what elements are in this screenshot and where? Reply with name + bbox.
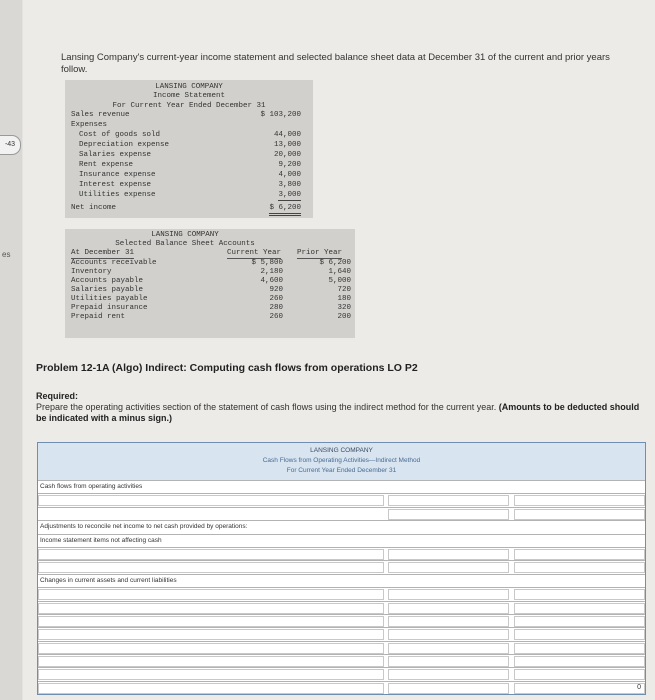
cf-account-select[interactable] — [38, 549, 384, 560]
cf-amount-input[interactable] — [388, 562, 509, 573]
required-label: Required: — [36, 391, 79, 401]
cf-account-select[interactable] — [38, 616, 384, 627]
bs-row-current: $ 5,800 — [251, 259, 283, 267]
bs-row-label: Inventory — [71, 268, 112, 276]
required-sign-note: (Amounts to be deducted should be indicated with a minus sign.) — [36, 402, 640, 423]
cf-adjust-row — [38, 520, 645, 533]
bs-row-current: 260 — [269, 313, 283, 321]
edge-label: es — [2, 250, 11, 259]
is-expense-value: 44,000 — [273, 131, 301, 139]
cf-total-input[interactable] — [514, 669, 645, 680]
cf-input-row — [38, 547, 645, 560]
is-expense-label: Depreciation expense — [79, 141, 170, 149]
is-expense-label: Rent expense — [79, 161, 134, 169]
cf-section-label: Cash flows from operating activities — [40, 483, 143, 490]
is-sales-value: $ 103,200 — [260, 111, 301, 119]
cf-account-select[interactable] — [38, 643, 384, 654]
cf-input-row — [38, 641, 645, 654]
bs-row-prior: 1,640 — [328, 268, 351, 276]
is-expense-label: Cost of goods sold — [79, 131, 161, 139]
bs-row-current: 260 — [269, 295, 283, 303]
cf-total-input[interactable] — [514, 656, 645, 667]
cf-account-select[interactable] — [38, 669, 384, 680]
cf-input-row — [38, 627, 645, 640]
cf-input-row — [38, 601, 645, 614]
is-expense-label: Interest expense — [79, 181, 152, 189]
required-text — [36, 402, 646, 424]
cf-total-input[interactable] — [514, 643, 645, 654]
cf-amount-input[interactable] — [388, 643, 509, 654]
cf-company: LANSING COMPANY — [310, 447, 373, 454]
cf-amount-input[interactable] — [388, 603, 509, 614]
is-expense-value: 3,800 — [278, 181, 301, 189]
bs-row-current: 2,180 — [260, 268, 283, 276]
cf-input-row — [38, 560, 645, 573]
cf-total-input[interactable] — [514, 683, 645, 694]
bs-row-prior: 200 — [337, 313, 351, 321]
cf-blank-row — [38, 507, 645, 520]
cf-account-select[interactable] — [38, 589, 384, 600]
cf-amount-input[interactable] — [388, 509, 509, 520]
is-expense-value: 13,000 — [273, 141, 301, 149]
bs-row-prior: 320 — [337, 304, 351, 312]
bs-row-label: Prepaid insurance — [71, 304, 148, 312]
cf-total-input[interactable] — [514, 549, 645, 560]
bs-col-prior: Prior Year — [297, 249, 343, 257]
bs-row-current: 280 — [269, 304, 283, 312]
bs-row-current: 920 — [269, 286, 283, 294]
cf-amount-input[interactable] — [388, 616, 509, 627]
cash-flow-form — [37, 442, 646, 695]
cf-input-row — [38, 614, 645, 627]
cf-amount-input[interactable] — [388, 683, 509, 694]
bs-row-prior: $ 6,200 — [319, 259, 351, 267]
cf-amount-input[interactable] — [388, 549, 509, 560]
cf-input-row — [38, 654, 645, 667]
cf-account-select[interactable] — [38, 629, 384, 640]
cf-amount-input[interactable] — [388, 495, 509, 506]
cf-total-input[interactable] — [514, 589, 645, 600]
cf-changes-row — [38, 574, 645, 587]
income-statement — [65, 80, 313, 218]
problem-page — [23, 0, 655, 700]
is-expense-label: Utilities expense — [79, 191, 156, 199]
is-expense-label: Insurance expense — [79, 171, 156, 179]
cf-noncash-row — [38, 534, 645, 547]
cf-amount-input[interactable] — [388, 629, 509, 640]
cf-input-row — [38, 587, 645, 600]
is-company: LANSING COMPANY — [155, 83, 223, 91]
cf-total-input[interactable] — [514, 495, 645, 506]
cf-total-input[interactable] — [514, 509, 645, 520]
is-expense-label: Salaries expense — [79, 151, 152, 159]
balance-sheet-accounts — [65, 229, 355, 338]
cf-account-select[interactable] — [38, 603, 384, 614]
is-expense-value: 3,000 — [278, 191, 301, 199]
cf-header — [38, 443, 645, 480]
required-instruction: Prepare the operating activities section of the statement of cash flows using the indirect method for the current year. — [36, 402, 497, 412]
is-expense-value: 4,000 — [278, 171, 301, 179]
bs-row-prior: 720 — [337, 286, 351, 294]
is-net-income-value: $ 6,200 — [269, 203, 301, 216]
is-period: For Current Year Ended December 31 — [112, 102, 266, 110]
is-sales-label: Sales revenue — [71, 111, 130, 119]
cf-noncash-label: Income statement items not affecting cash — [40, 536, 162, 544]
is-title: Income Statement — [152, 92, 225, 100]
cf-account-select[interactable] — [38, 656, 384, 667]
bs-date-label: At December 31 — [71, 249, 135, 257]
cf-total-input[interactable] — [514, 629, 645, 640]
cf-account-select[interactable] — [38, 683, 384, 694]
cf-total-input[interactable] — [514, 616, 645, 627]
cf-account-select[interactable] — [38, 562, 384, 573]
cf-adjust-label: Adjustments to reconcile net income to net cash provided by operations: — [40, 523, 248, 531]
is-expense-value: 20,000 — [273, 151, 301, 159]
bs-row-label: Utilities payable — [71, 295, 148, 303]
cf-total-input[interactable] — [514, 603, 645, 614]
cf-input-row — [38, 667, 645, 680]
cf-total-value: 0 — [637, 683, 641, 691]
bs-row-prior: 5,000 — [328, 277, 351, 285]
question-nav-badge[interactable]: -43 — [0, 135, 21, 155]
cf-total-row — [38, 681, 645, 694]
bs-row-prior: 180 — [337, 295, 351, 303]
cf-period: For Current Year Ended December 31 — [286, 467, 397, 474]
bs-title: Selected Balance Sheet Accounts — [115, 240, 255, 248]
cf-changes-label: Changes in current assets and current liabilities — [40, 576, 177, 584]
is-expense-value: 9,200 — [278, 161, 301, 169]
bs-row-label: Accounts payable — [71, 277, 144, 285]
cf-amount-input[interactable] — [388, 656, 509, 667]
is-net-income-label: Net income — [71, 204, 117, 212]
intro-text: Lansing Company's current-year income statement and selected balance sheet data at December 31 of the current and prior years follow. — [61, 52, 610, 75]
bs-row-label: Accounts receivable — [71, 259, 157, 267]
bs-company: LANSING COMPANY — [151, 231, 219, 239]
cf-total-input[interactable] — [514, 562, 645, 573]
cf-account-select[interactable] — [38, 495, 384, 506]
cf-title: Cash Flows from Operating Activities—Indirect Method — [262, 457, 421, 464]
problem-title: Problem 12-1A (Algo) Indirect: Computing cash flows from operations LO P2 — [36, 362, 418, 374]
bs-row-current: 4,600 — [260, 277, 283, 285]
bs-row-label: Prepaid rent — [71, 313, 126, 321]
bs-row-label: Salaries payable — [71, 286, 144, 294]
cf-section-row — [38, 480, 645, 493]
bs-col-current: Current Year — [227, 249, 282, 257]
cf-amount-input[interactable] — [388, 669, 509, 680]
is-expenses-label: Expenses — [71, 121, 108, 129]
left-edge-strip — [0, 0, 22, 700]
cf-input-row — [38, 493, 645, 506]
cf-amount-input[interactable] — [388, 589, 509, 600]
